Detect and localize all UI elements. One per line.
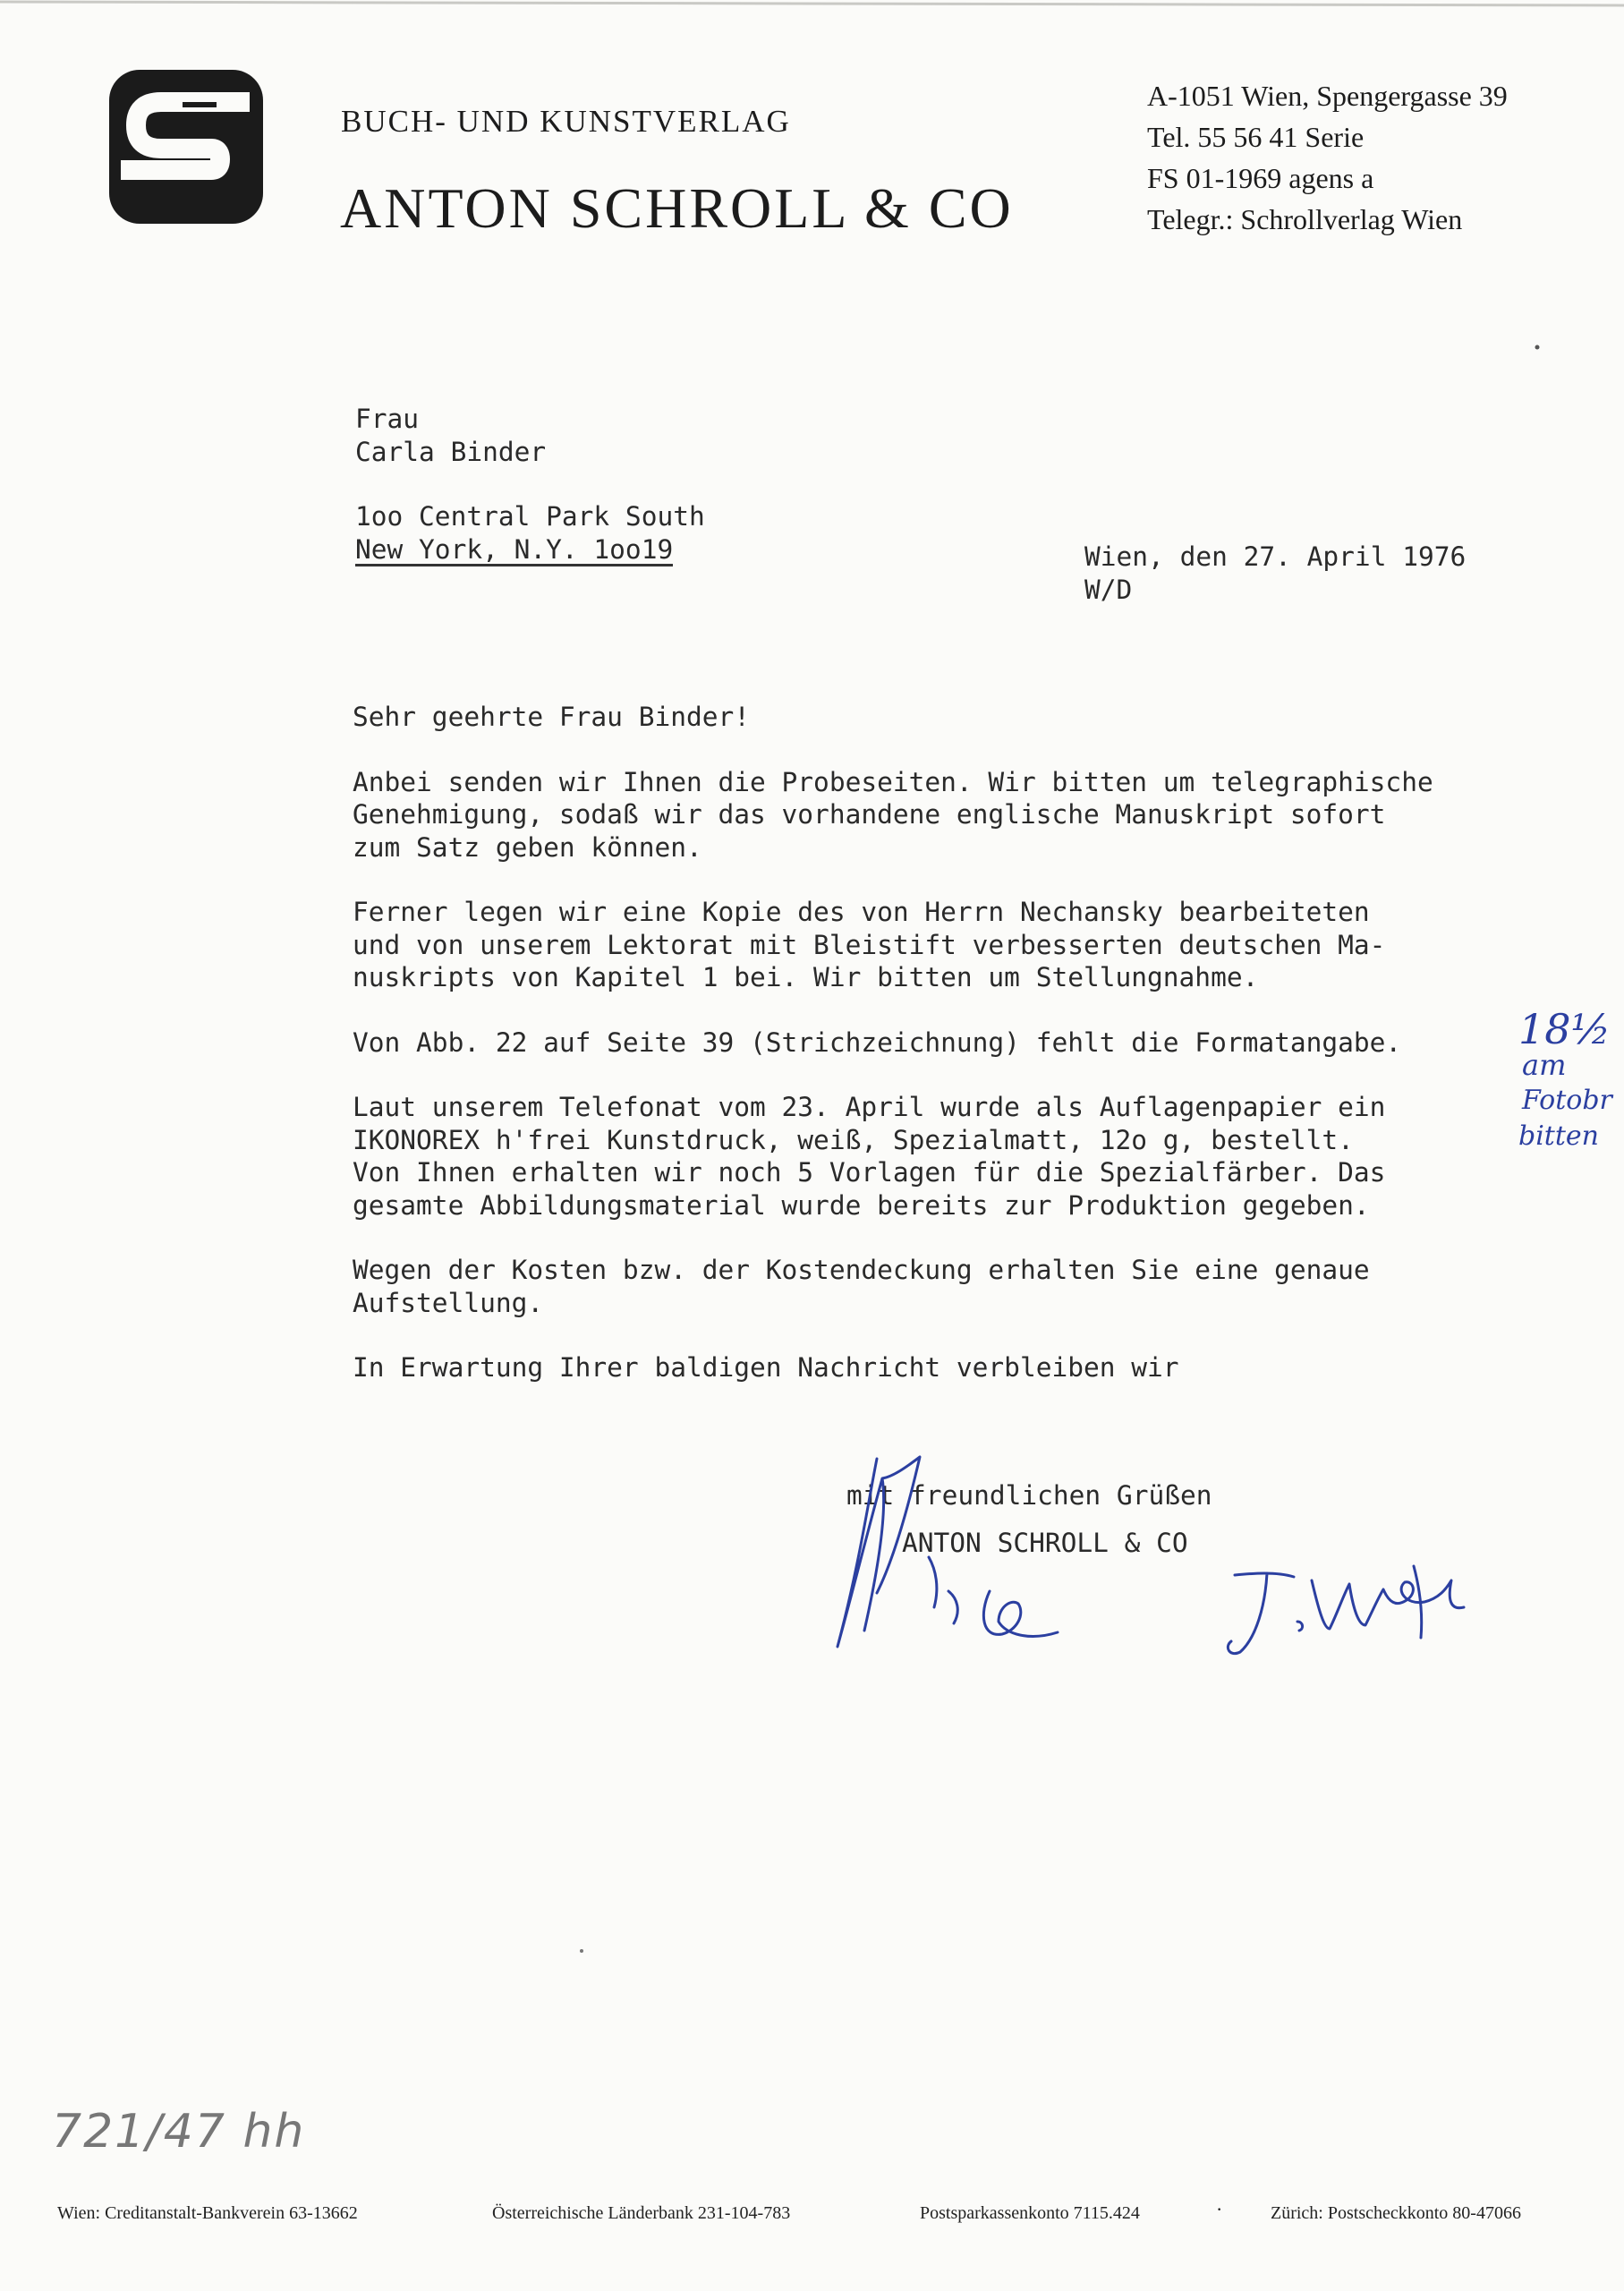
handwritten-signatures <box>823 1423 1467 1709</box>
contact-phone: Tel. 55 56 41 Serie <box>1147 121 1365 153</box>
letterhead-company: ANTON SCHROLL & CO <box>340 176 1014 240</box>
footer-bank-creditanstalt: Wien: Creditanstalt-Bankverein 63-13662 <box>57 2203 358 2223</box>
letter-body <box>353 701 1587 1417</box>
paragraph-proofs: Anbei senden wir Ihnen die Probeseiten. Wir bitten um telegraphische Genehmigung, sodaß wir das vorhandene englische Manuskript sofort zum Satz geben können. <box>353 766 1433 863</box>
footer-separator: · <box>1216 2198 1223 2220</box>
paragraph-format: Von Abb. 22 auf Seite 39 (Strichzeichnung) fehlt die Formatangabe. <box>353 1026 1402 1058</box>
publisher-logo-icon <box>106 66 267 227</box>
closing-greeting: mit freundlichen Grüßen <box>846 1480 1212 1511</box>
margin-note <box>1518 1005 1612 1154</box>
paragraph-costs: Wegen der Kosten bzw. der Kostendeckung erhalten Sie eine genaue Aufstellung. <box>353 1255 1370 1318</box>
recipient-salutation: Frau <box>355 404 420 434</box>
greeting: Sehr geehrte Frau Binder! <box>353 702 751 732</box>
contact-telex: FS 01-1969 agens a <box>1147 162 1374 194</box>
closing-company: ANTON SCHROLL & CO <box>902 1528 1188 1558</box>
date-block <box>1084 541 1466 606</box>
recipient-street: 1oo Central Park South <box>355 501 705 532</box>
paragraph-closing-line: In Erwartung Ihrer baldigen Nachricht verbleiben wir <box>353 1352 1179 1383</box>
reference-initials: W/D <box>1084 574 1133 605</box>
date-line: Wien, den 27. April 1976 <box>1084 541 1467 572</box>
recipient-name: Carla Binder <box>355 436 547 467</box>
footer-bank-laenderbank: Österreichische Länderbank 231-104-783 <box>492 2203 791 2223</box>
footer-zurich-account: Zürich: Postscheckkonto 80-47066 <box>1271 2203 1521 2223</box>
footer-postal-account: Postsparkassenkonto 7115.424 <box>920 2203 1140 2223</box>
margin-note-line3: Fotobr <box>1522 1085 1612 1116</box>
paragraph-paper: Laut unserem Telefonat vom 23. April wurde als Auflagenpapier ein IKONOREX h'frei Kunstdruck, weiß, Spezialmatt, 12o g, bestellt. Von Ihnen erhalten wir noch 5 Vorlagen für die Spezialfärber. Das gesamte Abbildungsmaterial wurde bereits zur Produktion gegeben. <box>353 1092 1386 1221</box>
paragraph-manuscript: Ferner legen wir eine Kopie des von Herrn Nechansky bearbeiteten und von unserem Lektorat mit Bleistift verbesserten deutschen Ma- nuskripts von Kapitel 1 bei. Wir bitten um Stellungnahme. <box>353 897 1386 992</box>
recipient-city: New York, N.Y. 1oo19 <box>355 533 674 565</box>
letterhead-subtitle: BUCH- UND KUNSTVERLAG <box>341 104 791 139</box>
letterhead-contact <box>1147 75 1508 240</box>
margin-note-size: 18½ <box>1518 1005 1611 1053</box>
contact-telegram: Telegr.: Schrollverlag Wien <box>1147 203 1463 235</box>
margin-note-line4: bitten <box>1518 1120 1599 1152</box>
pencil-filing-note: 721/47 hh <box>52 2105 306 2159</box>
contact-address: A-1051 Wien, Spengergasse 39 <box>1147 80 1508 112</box>
margin-note-line2: am <box>1522 1048 1567 1082</box>
recipient-address <box>355 403 705 566</box>
